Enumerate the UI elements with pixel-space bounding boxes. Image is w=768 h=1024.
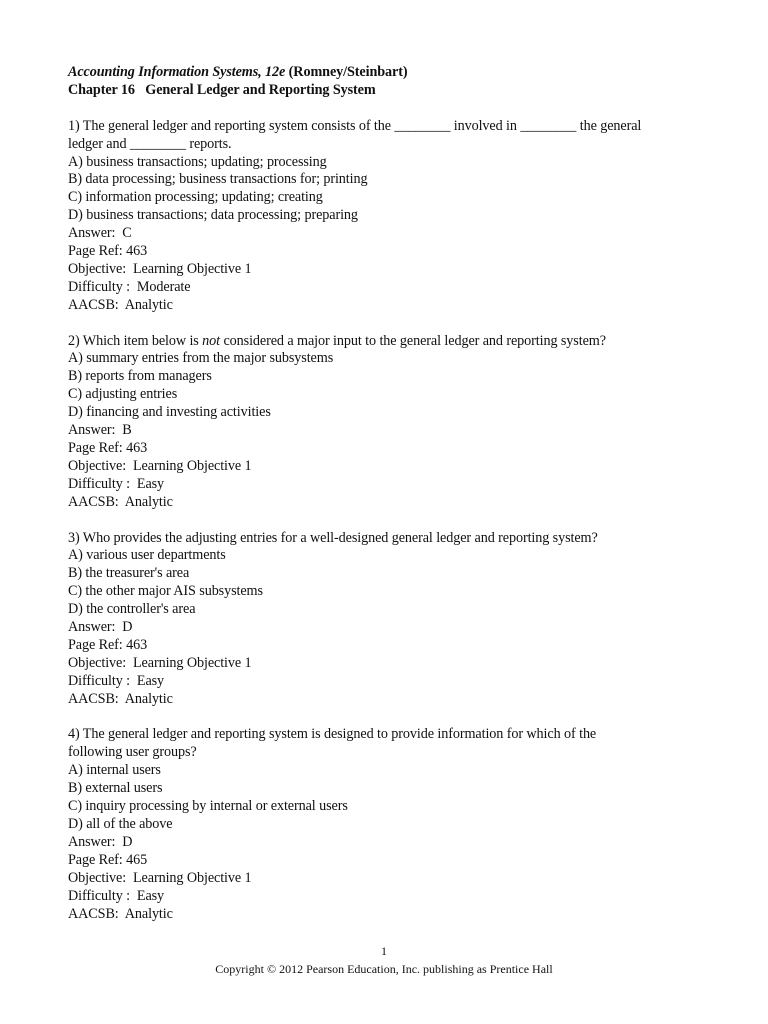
answer-option-a: A) summary entries from the major subsystems [68,350,334,367]
chapter-title: Chapter 16 General Ledger and Reporting System [68,81,376,98]
question-1 [68,118,708,315]
question-stem [68,333,693,351]
document-header [68,64,708,100]
question-stem [68,530,693,548]
answer-option-c: C) information processing; updating; creating [68,189,323,206]
document-page [68,64,708,923]
copyright-notice: Copyright © 2012 Pearson Education, Inc. publishing as Prentice Hall [215,962,553,976]
page-footer [0,944,768,977]
objective: Objective: Learning Objective 1 [68,869,252,886]
book-authors: (Romney/Steinbart) [285,64,408,80]
stem-line [68,333,693,351]
answer-option-d: D) all of the above [68,816,173,832]
answer-option-d: D) financing and investing activities [68,404,271,421]
page-ref: Page Ref: 465 [68,851,148,868]
aacsb: AACSB: Analytic [68,296,173,313]
answer-option-d: D) the controller's area [68,601,196,618]
page-number: 1 [381,944,387,958]
difficulty: Difficulty : Easy [68,887,165,904]
answer-option-a: A) business transactions; updating; processing [68,153,327,170]
question-stem [68,726,693,762]
answer-key: Answer: B [68,422,132,439]
question-3 [68,530,708,709]
book-title-line [68,64,708,82]
stem-text: 2) Which item below is [68,332,203,349]
question-2 [68,333,708,512]
objective: Objective: Learning Objective 1 [68,260,252,277]
stem-line: 3) Who provides the adjusting entries for a well-designed general ledger and reporting system? [68,529,598,546]
objective: Objective: Learning Objective 1 [68,457,252,474]
objective: Objective: Learning Objective 1 [68,654,252,671]
page-ref: Page Ref: 463 [68,636,148,653]
page-ref: Page Ref: 463 [68,243,148,260]
answer-option-c: C) adjusting entries [68,386,178,403]
difficulty: Difficulty : Easy [68,672,165,689]
answer-option-b: B) reports from managers [68,368,212,385]
difficulty: Difficulty : Moderate [68,278,191,295]
stem-emphasis: not [202,332,221,349]
answer-option-c: C) inquiry processing by internal or external users [68,798,348,815]
aacsb: AACSB: Analytic [68,905,173,922]
question-stem [68,118,693,154]
answer-key: Answer: D [68,833,133,850]
aacsb: AACSB: Analytic [68,493,173,510]
answer-option-c: C) the other major AIS subsystems [68,583,263,600]
difficulty: Difficulty : Easy [68,475,165,492]
answer-option-a: A) various user departments [68,547,226,564]
stem-line: following user groups? [68,744,197,761]
answer-option-b: B) external users [68,780,163,797]
answer-key: Answer: C [68,225,132,242]
answer-option-d: D) business transactions; data processing; preparing [68,207,358,224]
stem-line: 1) The general ledger and reporting system consists of the ________ involved in ________ the general [68,117,642,134]
aacsb: AACSB: Analytic [68,690,173,707]
stem-line: 4) The general ledger and reporting system is designed to provide information for which of the [68,726,597,743]
book-title: Accounting Information Systems, 12e [68,64,286,80]
answer-option-b: B) the treasurer's area [68,565,190,582]
stem-text: considered a major input to the general ledger and reporting system? [220,332,606,349]
page-ref: Page Ref: 463 [68,440,148,456]
question-4 [68,726,708,923]
answer-option-b: B) data processing; business transactions for; printing [68,171,368,188]
answer-key: Answer: D [68,619,133,636]
stem-line: ledger and ________ reports. [68,135,232,152]
answer-option-a: A) internal users [68,762,161,779]
